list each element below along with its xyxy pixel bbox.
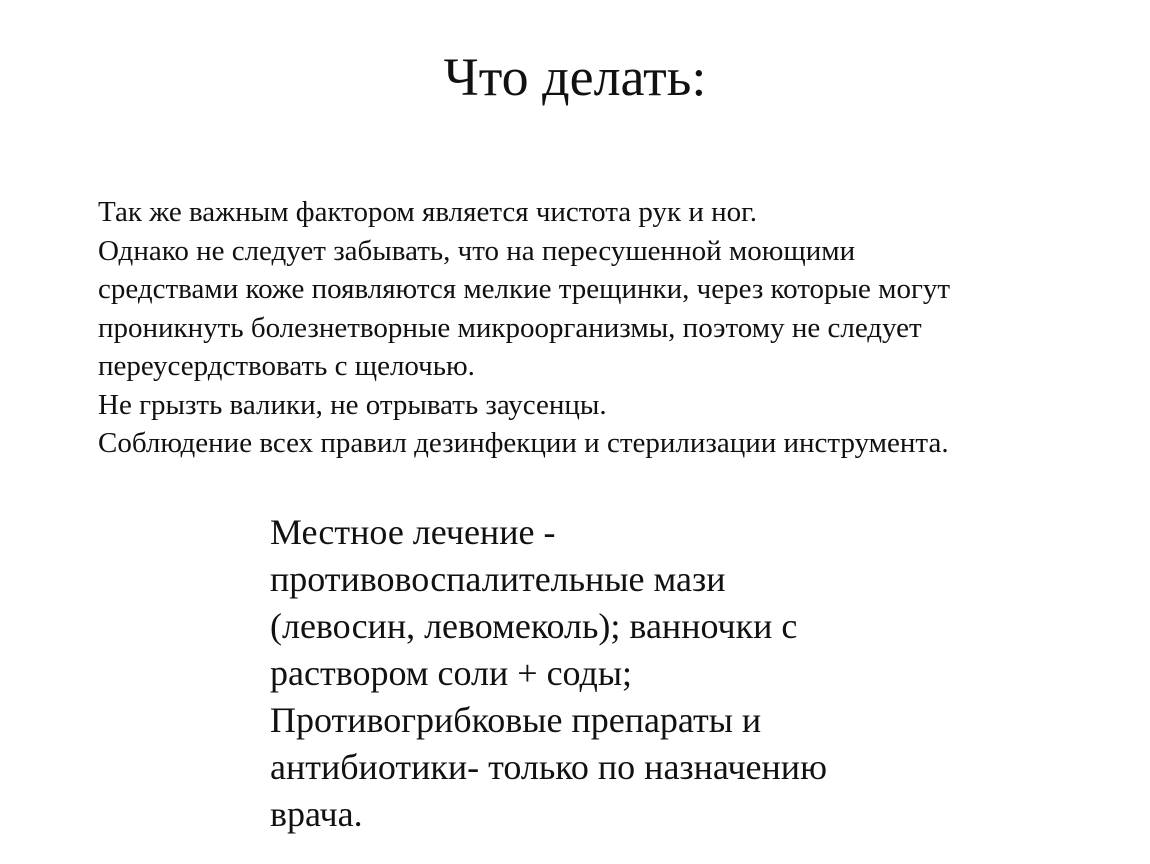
treatment-line: (левосин, левомеколь); ванночки с	[270, 606, 798, 646]
treatment-line: раствором соли + соды;	[270, 653, 633, 693]
prevention-line: Не грызть валики, не отрывать заусенцы.	[98, 388, 607, 421]
prevention-line: Так же важным фактором является чистота рук и ног.	[98, 196, 757, 228]
slide-title: Что делать:	[443, 47, 707, 107]
prevention-line: средствами коже появляются мелкие трещинки, через которые могут	[98, 273, 951, 305]
treatment-line: противовоспалительные мази	[270, 559, 726, 599]
prevention-text-block	[98, 193, 1108, 463]
prevention-line: проникнуть болезнетворные микроорганизмы, поэтому не следует	[98, 311, 922, 344]
prevention-line: Соблюдение всех правил дезинфекции и стерилизации инструмента.	[98, 427, 949, 459]
treatment-text-block	[270, 509, 990, 838]
prevention-line: Однако не следует забывать, что на пересушенной моющими	[98, 234, 856, 267]
treatment-line: антибиотики- только по назначению	[270, 747, 827, 787]
treatment-line: Противогрибковые препараты и	[270, 700, 762, 740]
treatment-line: врача.	[270, 794, 363, 834]
treatment-line: Местное лечение -	[270, 512, 556, 552]
prevention-line: переусердствовать с щелочью.	[98, 350, 475, 382]
